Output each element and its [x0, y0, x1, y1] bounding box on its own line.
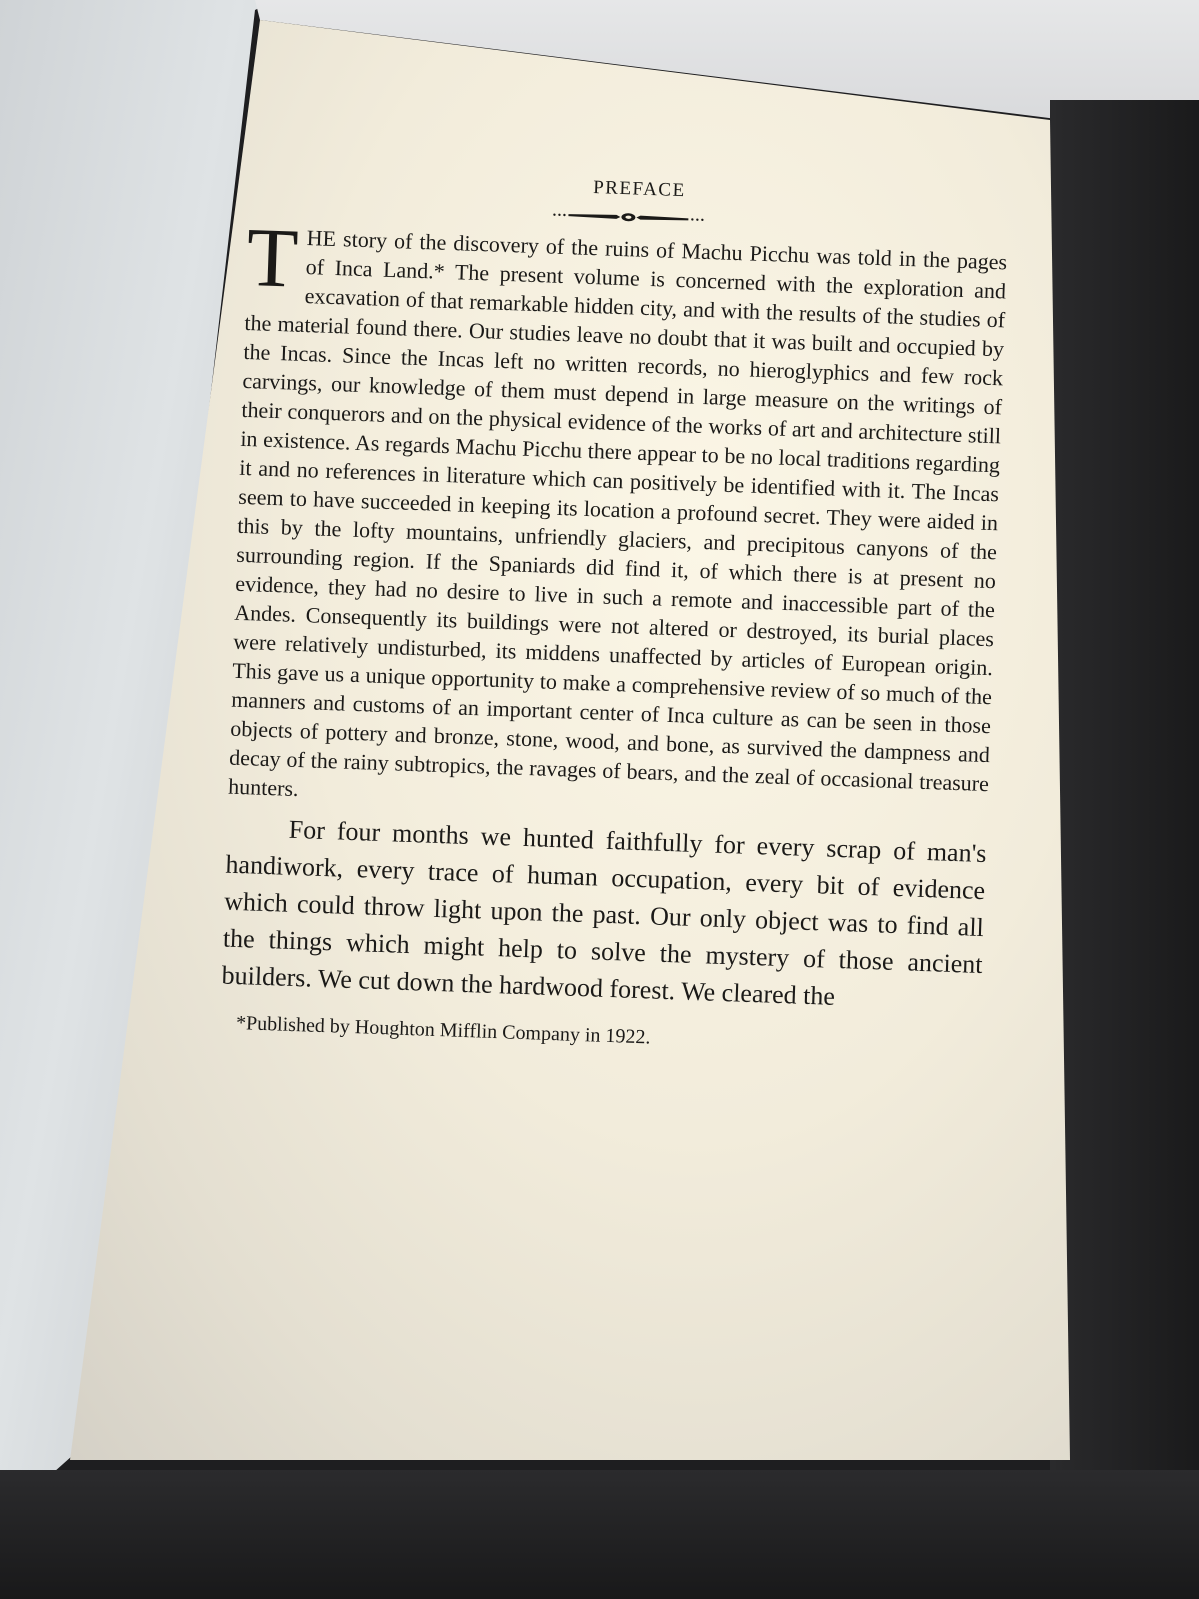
paragraph-2: For four months we hunted faithfully for every scrap of man's handiwork, every trace of human occupation, every bit of evidence which could throw light upon the past. Our only object was to find all the things which might help to solve the mystery of those ancient builders. We cut down the hardwood forest. We cleared the: [221, 814, 987, 1011]
page-title: PREFACE: [592, 176, 686, 202]
footnote: *Published by Houghton Mifflin Company in 1922.: [235, 1012, 651, 1049]
ornament-divider: [548, 207, 708, 227]
book-cover-edge: [0, 1470, 1199, 1599]
paragraph-1: [227, 210, 1008, 827]
right-shadow: [1050, 100, 1199, 1599]
page-content: [220, 165, 1010, 1061]
paragraph-1-text: HE story of the discovery of the ruins of Machu Picchu was told in the pages of Inca Land.* The present volume is concerned with the exploration and excavation of that remarkable hidden city, and with the results of the studies of the material found there. Our studies leave no doubt that it was built and occupied by the Incas. Since the Incas left no written records, no hieroglyphics and few rock carvings, our knowledge of them must depend in large measure on the writings of their conquerors and on the physical evidence of the works of art and architecture still in existence. As regards Machu Picchu there appear to be no local traditions regarding it and no references in literature which can positively be identified with it. The Incas seem to have succeeded in keeping its location a profound secret. They were aided in this by the lofty mountains, unfriendly glaciers, and precipitous canyons of the surrounding region. If the Spaniards did find it, of which there is at present no evidence, they had no desire to live in such a remote and inaccessible part of the Andes. Consequently its buildings were not altered or destroyed, its burial places were relatively undisturbed, its middens unaffected by articles of European origin. This gave us a unique opportunity to make a comprehensive review of so much of the manners and customs of an important center of Inca culture as can be seen in those objects of pottery and bronze, stone, wood, and bone, as survived the dampness and decay of the rainy subtropics, the ravages of bears, and the zeal of occasional treasure hunters.: [227, 225, 1008, 802]
drop-cap: T: [245, 210, 300, 306]
